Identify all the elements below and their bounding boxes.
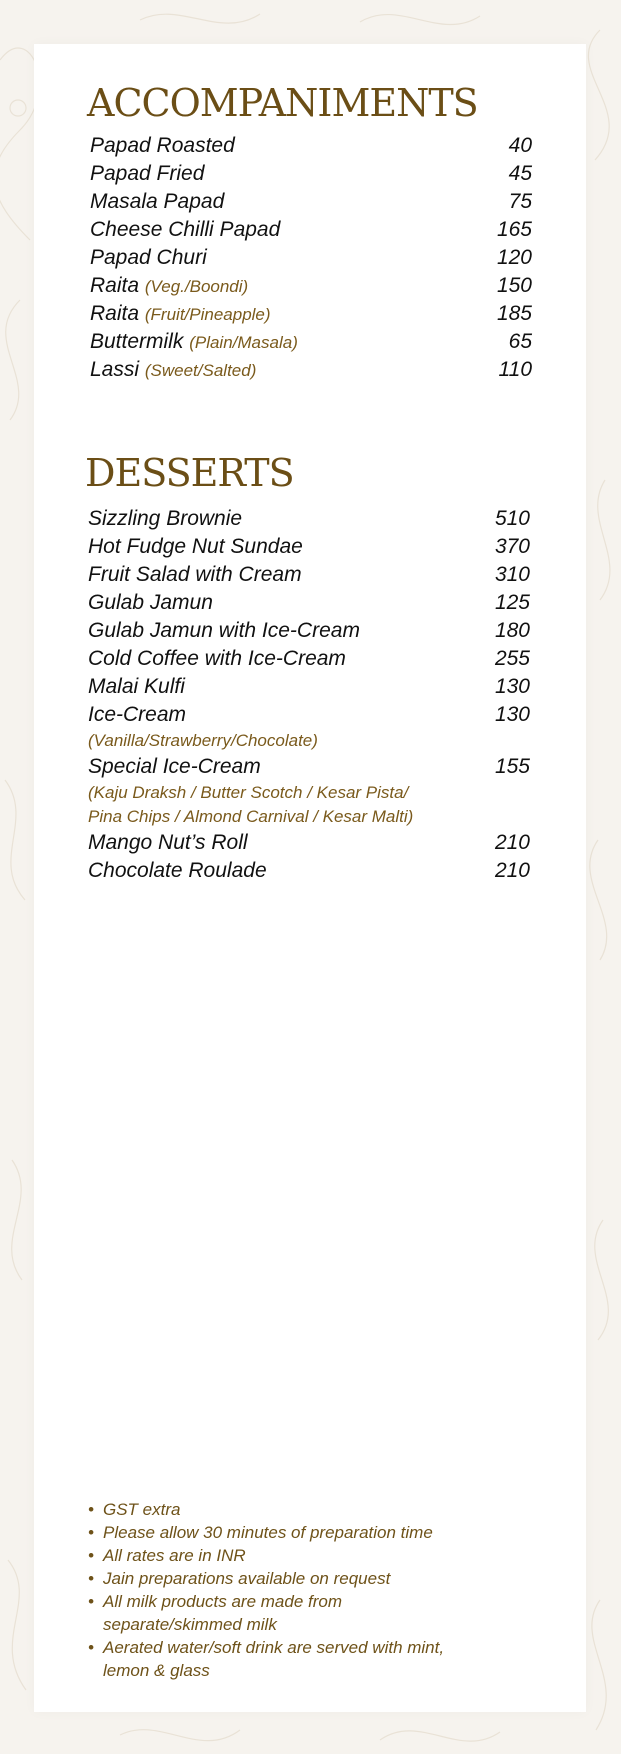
menu-item: [88, 589, 530, 617]
item-name: Lassi: [90, 358, 140, 381]
item-name: Cheese Chilli Papad: [90, 218, 281, 241]
item-price: 125: [494, 591, 530, 614]
item-note: (Plain/Masala): [189, 333, 298, 352]
item-note: (Sweet/Salted): [144, 361, 257, 380]
footer-note-line: Please allow 30 minutes of preparation time: [103, 1523, 433, 1542]
item-name: Buttermilk: [90, 330, 184, 353]
footer-note-line: All milk products are made from: [103, 1592, 343, 1611]
item-price: 130: [494, 675, 530, 698]
bullet-icon: •: [88, 1500, 94, 1519]
footer-note: [88, 1567, 444, 1590]
item-price: 510: [494, 507, 530, 530]
item-price: 150: [496, 274, 532, 297]
item-note: (Fruit/Pineapple): [144, 305, 271, 324]
menu-item: [88, 857, 530, 885]
item-price: 210: [494, 859, 530, 882]
bullet-icon: •: [88, 1592, 94, 1611]
item-price: 40: [508, 134, 532, 157]
footer-note-line: lemon & glass: [103, 1661, 210, 1680]
item-name: Cold Coffee with Ice-Cream: [88, 647, 346, 670]
item-price: 310: [494, 563, 530, 586]
menu-item: [88, 673, 530, 701]
menu-item: [88, 505, 530, 533]
footer-note-line: GST extra: [103, 1500, 181, 1519]
item-name: Papad Fried: [90, 162, 205, 185]
item-name: Special Ice-Cream: [88, 755, 261, 778]
item-subnote: (Kaju Draksh / Butter Scotch / Kesar Pista/: [88, 783, 409, 802]
bullet-icon: •: [88, 1523, 94, 1542]
desserts-title: DESSERTS: [85, 451, 294, 495]
footer-note-line: All rates are in INR: [103, 1546, 246, 1565]
menu-item: [90, 132, 532, 160]
footer-note-line: separate/skimmed milk: [103, 1615, 277, 1634]
menu-item: [90, 188, 532, 216]
item-name: Raita: [90, 302, 140, 325]
item-name: Malai Kulfi: [88, 675, 185, 698]
menu-item: [88, 617, 530, 645]
item-name: Papad Roasted: [90, 134, 235, 157]
item-price: 370: [494, 535, 530, 558]
menu-item: [88, 829, 530, 857]
footer-note-line: Aerated water/soft drink are served with mint,: [103, 1638, 445, 1657]
item-subnote: Pina Chips / Almond Carnival / Kesar Malti): [88, 807, 414, 826]
item-name: Ice-Cream: [88, 703, 187, 726]
footer-note: [88, 1521, 444, 1544]
desserts-list: [88, 505, 530, 885]
item-name: Papad Churi: [90, 246, 207, 269]
item-price: 165: [496, 218, 532, 241]
footer-note: [88, 1498, 444, 1521]
menu-item: [90, 272, 532, 300]
item-price: 180: [494, 619, 530, 642]
menu-item: [90, 328, 532, 356]
accompaniments-title: ACCOMPANIMENTS: [87, 81, 478, 125]
item-price: 130: [494, 703, 530, 726]
item-name: Mango Nut’s Roll: [88, 831, 248, 854]
item-name: Chocolate Roulade: [88, 859, 267, 882]
item-name: Gulab Jamun with Ice-Cream: [88, 619, 360, 642]
item-price: 120: [496, 246, 532, 269]
item-price: 155: [494, 755, 530, 778]
bullet-icon: •: [88, 1638, 94, 1657]
bullet-icon: •: [88, 1546, 94, 1565]
item-price: 45: [508, 162, 532, 185]
menu-item: [88, 753, 530, 781]
item-name: Sizzling Brownie: [88, 507, 243, 530]
item-note: (Veg./Boondi): [144, 277, 249, 296]
item-name: Masala Papad: [90, 190, 225, 213]
accompaniments-list: [90, 132, 532, 384]
menu-item: [88, 533, 530, 561]
item-price: 255: [494, 647, 530, 670]
menu-item: [88, 561, 530, 589]
footer-note-line: Jain preparations available on request: [103, 1569, 391, 1588]
item-subnote: (Vanilla/Strawberry/Chocolate): [88, 731, 318, 750]
item-name: Hot Fudge Nut Sundae: [88, 535, 303, 558]
item-name: Gulab Jamun: [88, 591, 213, 614]
footer-notes: [88, 1498, 444, 1682]
menu-item: [90, 216, 532, 244]
footer-note: [88, 1636, 444, 1682]
item-price: 65: [508, 330, 532, 353]
menu-item: [90, 244, 532, 272]
menu-item: [90, 356, 532, 384]
item-name: Fruit Salad with Cream: [88, 563, 302, 586]
item-price: 210: [494, 831, 530, 854]
menu-item: [90, 300, 532, 328]
item-price: 75: [508, 190, 532, 213]
menu-item: [88, 645, 530, 673]
menu-item: [88, 701, 530, 729]
item-price: 185: [496, 302, 532, 325]
item-name: Raita: [90, 274, 140, 297]
bullet-icon: •: [88, 1569, 94, 1588]
footer-note: [88, 1544, 444, 1567]
item-price: 110: [498, 358, 532, 381]
footer-note: [88, 1590, 444, 1636]
menu-item: [90, 160, 532, 188]
